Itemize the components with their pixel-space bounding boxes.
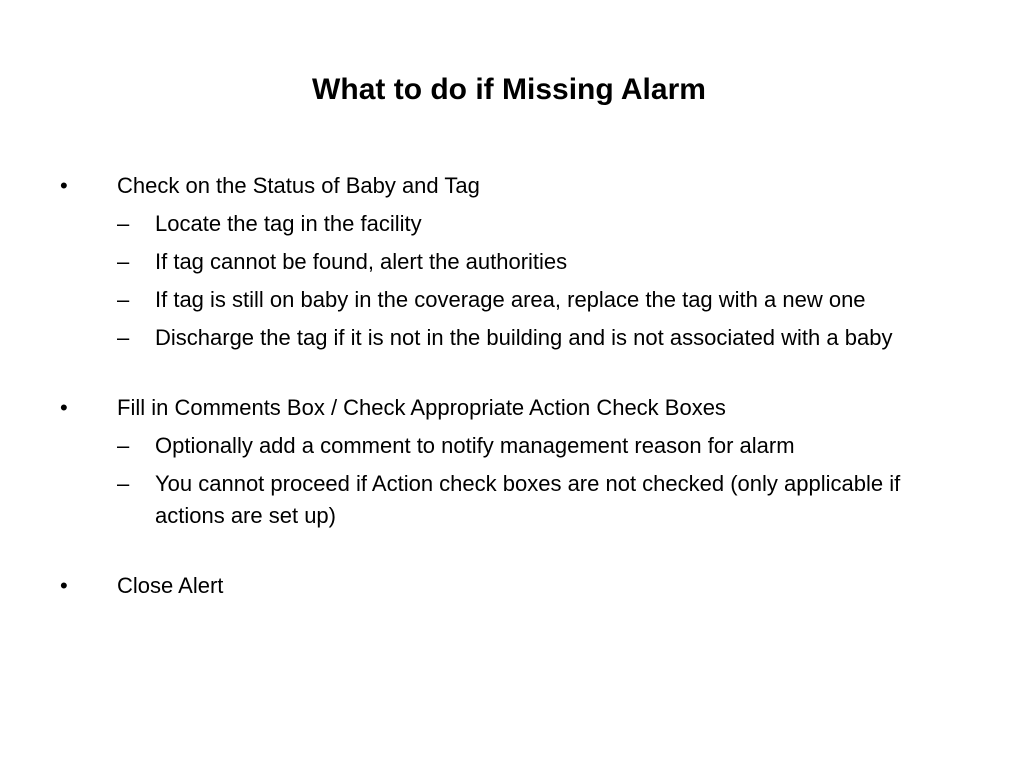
bullet-fill-comments (0, 392, 1024, 424)
sub-bullet-alert-authorities (0, 246, 1024, 278)
slide-content (0, 170, 1024, 602)
sub-bullet-text: Locate the tag in the facility (155, 211, 422, 236)
sub-bullet-text: If tag cannot be found, alert the authorities (155, 249, 568, 274)
dash-icon: – (117, 433, 130, 458)
bullet-text: Check on the Status of Baby and Tag (117, 173, 480, 198)
sub-bullet-discharge-tag (0, 322, 1024, 354)
bullet-text: Fill in Comments Box / Check Appropriate Action Check Boxes (117, 395, 726, 420)
bullet-close-alert (0, 570, 1024, 602)
sub-bullet-locate-tag (0, 208, 1024, 240)
dash-icon: – (117, 211, 130, 236)
slide-title: What to do if Missing Alarm (312, 73, 706, 106)
bullet-icon: • (60, 395, 68, 420)
sub-bullet-replace-tag (0, 284, 1024, 316)
sub-bullet-add-comment (0, 430, 1024, 462)
sub-bullet-text: Optionally add a comment to notify management reason for alarm (155, 433, 795, 458)
dash-icon: – (117, 325, 130, 350)
dash-icon: – (117, 287, 130, 312)
bullet-icon: • (60, 573, 68, 598)
sub-bullet-text: Discharge the tag if it is not in the building and is not associated with a baby (155, 325, 893, 350)
dash-icon: – (117, 471, 130, 496)
dash-icon: – (117, 249, 130, 274)
sub-bullet-text: You cannot proceed if Action check boxes are not checked (only applicable if actions are set up) (155, 471, 901, 528)
bullet-text: Close Alert (117, 573, 224, 598)
sub-bullet-cannot-proceed (0, 468, 1024, 532)
bullet-icon: • (60, 173, 68, 198)
bullet-check-status (0, 170, 1024, 202)
sub-bullet-text: If tag is still on baby in the coverage area, replace the tag with a new one (155, 287, 866, 312)
